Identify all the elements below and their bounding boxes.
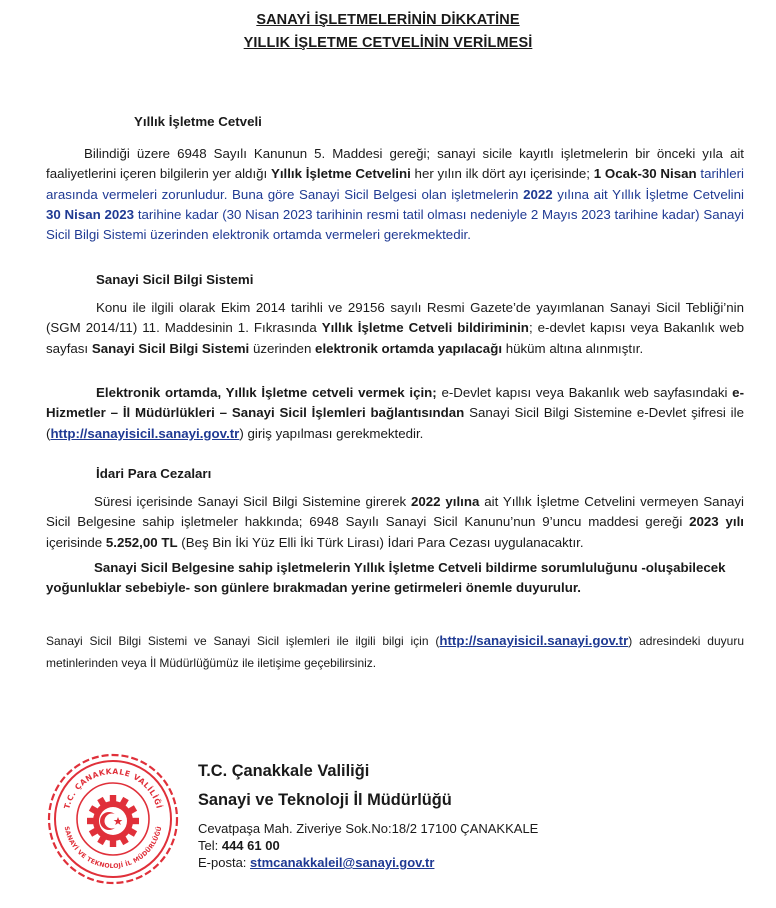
phone-line (198, 838, 280, 853)
text: tarihleri arasında vermeleri zorunludur. Buna göre Sanayi Sicil Belgesi olan işletmelerin (46, 166, 744, 202)
paragraph-electronic-submission (46, 383, 744, 444)
paragraph-announcement: Sanayi Sicil Belgesine sahip işletmelerin Yıllık İşletme Cetveli bildirme sorumluluğunu -oluşabilecek yoğunluklar sebebiyle- son günlere bırakmadan yerine getirmeleri önemle duyurulur. (46, 560, 726, 596)
text-bold: e-Hizmetler – İl Müdürlükleri – Sanayi Sicil İşlemleri bağlantısından (46, 385, 744, 421)
phone-label: Tel: (198, 838, 222, 853)
text-bold: 5.252,00 TL (105, 534, 178, 550)
text: yılına ait Yıllık İşletme Cetvelini (552, 186, 744, 202)
section-heading-annual-statement: Yıllık İşletme Cetveli (134, 114, 262, 129)
text-bold: 2023 yılı (689, 514, 744, 530)
text: (Beş Bin İki Yüz Elli İki Türk Lirası) İdari Para Cezası uygulanacaktır. (177, 534, 584, 550)
contact-link[interactable]: http://sanayisicil.sanayi.gov.tr (439, 633, 629, 648)
text-bold: elektronik ortamda yapılacağı (315, 340, 503, 356)
seal-text-top: T.C. ÇANAKKALE VALİLİĞİ (62, 766, 164, 810)
paragraph-fines (46, 492, 744, 553)
text: e-Devlet kapısı veya Bakanlık web sayfasındaki (436, 385, 733, 400)
text: ; e-devlet kapısı veya Bakanlık web sayfası (46, 320, 744, 356)
email-label: E-posta: (198, 855, 251, 870)
text-bold: 2022 yılına (410, 494, 480, 509)
text-bold: 2022 (523, 186, 553, 202)
section-heading-registry-system: Sanayi Sicil Bilgi Sistemi (96, 272, 254, 287)
text: tarihine kadar (30 Nisan 2023 tarihinin resmi tatil olması nedeniyle 2 Mayıs 2023 tarihine kadar) Sanayi Sicil Bilgi Sistemi üzerinden elektronik ortamda vermeleri gerekmektedir. (46, 206, 745, 243)
text: her yılın ilk dört ayı içerisinde; (410, 166, 594, 182)
text-bold: Yıllık İşletme Cetveli bildiriminin (321, 320, 529, 336)
document-title-line1: SANAYİ İŞLETMELERİNİN DİKKATİNE (256, 12, 520, 28)
paragraph-annual-statement (46, 144, 744, 245)
text: üzerinden (249, 340, 316, 356)
text: ait Yıllık İşletme Cetvelini vermeyen Sanayi Sicil Belgesine sahip işletmeler hakkında; 6948 Sayılı Sanayi Sicil Kanunu’nun 9’uncu maddesi gereği (46, 494, 744, 530)
text: hüküm altına alınmıştır. (502, 340, 644, 356)
paragraph-contact-info (46, 630, 744, 674)
phone-number: 444 61 00 (221, 838, 280, 853)
text-bold: 30 Nisan 2023 (46, 206, 135, 222)
text-bold: Elektronik ortamda, Yıllık İşletme cetveli vermek için; (96, 385, 437, 400)
section-heading-fines: İdari Para Cezaları (96, 466, 212, 481)
text: Konu ile ilgili olarak Ekim 2014 tarihli ve 29156 sayılı Resmi Gazete’de yayımlanan Sanayi Sicil Tebliği’nin (SGM 2014/11) 11. Maddesinin 1. Fıkrasında (46, 300, 744, 336)
text: Bilindiği üzere 6948 Sayılı Kanunun 5. Maddesi gereği; sanayi sicile kayıtlı işletmelerin bir önceki yıla ait faaliyetlerini içeren bilgilerin yer aldığı (46, 146, 744, 182)
email-line (198, 855, 434, 870)
text-bold: Sanayi Sicil Bilgi Sistemi (91, 340, 250, 356)
email-link[interactable]: stmcanakkaleil@sanayi.gov.tr (250, 855, 435, 870)
text: Sanayi Sicil Bilgi Sistemine e-Devlet şifresi ile ( (46, 405, 744, 441)
text: ) giriş yapılması gerekmektedir. (239, 425, 424, 441)
document-title-line2: YILLIK İŞLETME CETVELİNİN VERİLMESİ (243, 35, 533, 51)
org-name-directorate: Sanayi ve Teknoloji İl Müdürlüğü (198, 791, 452, 809)
text: Sanayi Sicil Bilgi Sistemi ve Sanayi Sicil işlemleri ile ilgili bilgi için ( (46, 634, 440, 648)
ministry-seal-logo (46, 752, 180, 886)
text: ) adresindeki duyuru metinlerinden veya İl Müdürlüğümüz ile iletişime geçebilirsiniz. (46, 634, 744, 670)
text: içerisinde (46, 534, 106, 550)
text-bold: Yıllık İşletme Cetvelini (270, 166, 411, 182)
paragraph-registry-law (46, 298, 744, 359)
seal-text-bottom: SANAYİ VE TEKNOLOJİ İL MÜDÜRLÜĞÜ (62, 825, 164, 871)
registry-system-link[interactable]: http://sanayisicil.sanayi.gov.tr (50, 425, 240, 441)
org-name-governorship: T.C. Çanakkale Valiliği (198, 762, 370, 780)
address-line: Cevatpaşa Mah. Ziveriye Sok.No:18/2 17100 ÇANAKKALE (198, 821, 539, 836)
text: Süresi içerisinde Sanayi Sicil Bilgi Sistemine girerek (94, 494, 411, 509)
text-bold: 1 Ocak-30 Nisan (593, 166, 697, 182)
